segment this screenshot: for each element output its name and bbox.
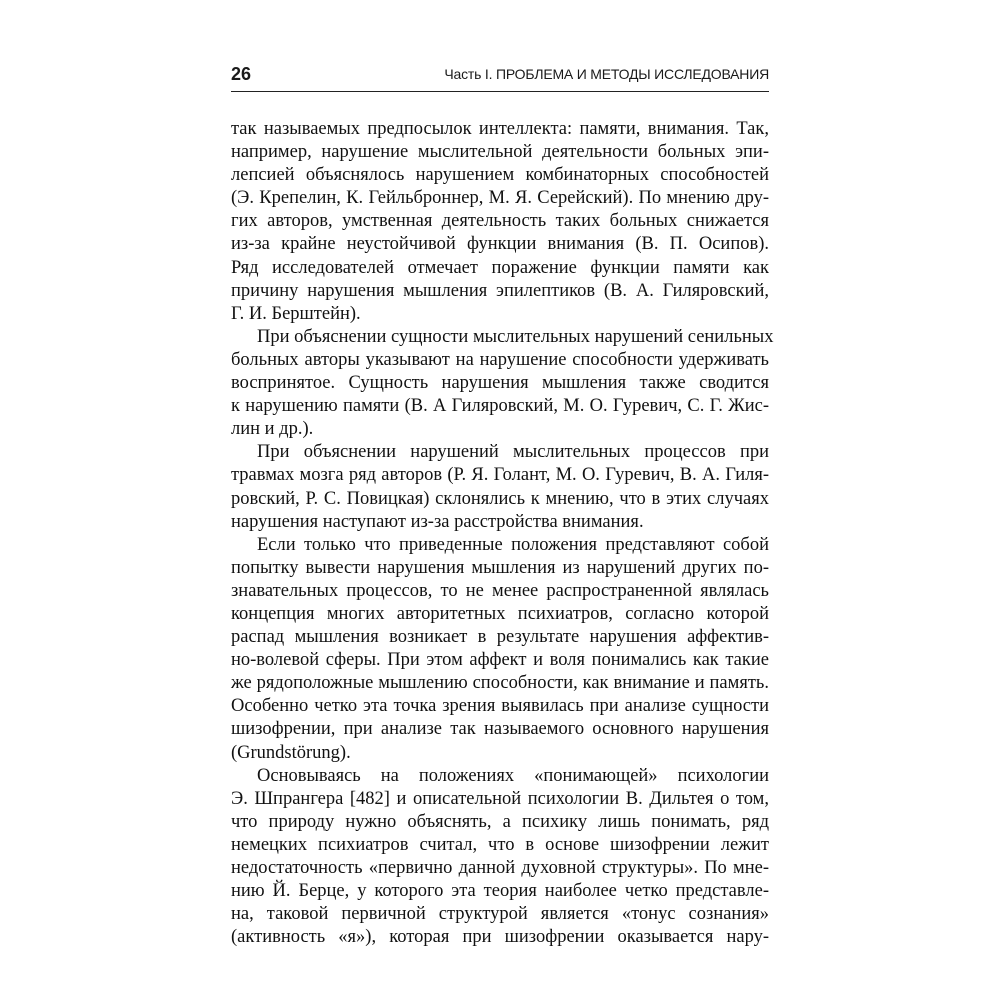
paragraph (231, 118, 769, 326)
text-line: так называемых предпосылок интеллекта: памяти, внимания. Так, (231, 119, 769, 139)
paragraph (231, 326, 774, 441)
text-line: При объяснении сущности мыслительных нарушений сенильных (257, 326, 774, 347)
text-line: Особенно четко эта точка зрения выявилась при анализе сущности (231, 696, 769, 717)
text-line: (Э. Крепелин, К. Гейльброннер, М. Я. Серейский). По мнению дру- (231, 188, 769, 209)
text-line: концепция многих авторитетных психиатров, согласно которой (231, 603, 769, 624)
text-line: Основываясь на положениях «понимающей» психологии (257, 765, 769, 786)
text-line: лепсией объяснялось нарушением комбинаторных способностей (231, 165, 769, 186)
text-line: Ряд исследователей отмечает поражение функции памяти как (231, 257, 769, 278)
text-line: распад мышления возникает в результате нарушения аффектив- (231, 627, 769, 648)
text-line: недостаточность «первично данной духовной структуры». По мне- (231, 858, 769, 878)
text-line: травмах мозга ряд авторов (Р. Я. Голант, М. О. Гуревич, В. А. Гиля- (231, 465, 769, 486)
text-line: При объяснении нарушений мыслительных процессов при (257, 442, 769, 463)
text-line: попытку вывести нарушения мышления из нарушений других по- (231, 557, 769, 578)
text-line: же рядоположные мышлению способности, как внимание и память. (231, 673, 769, 694)
text-line: причину нарушения мышления эпилептиков (В. А. Гиляровский, (231, 280, 769, 301)
text-line: например, нарушение мыслительной деятельности больных эпи- (231, 142, 769, 163)
text-line: гих авторов, умственная деятельность таких больных снижается (231, 211, 769, 232)
text-line: но-волевой сферы. При этом аффект и воля понимались как такие (231, 650, 769, 671)
text-line: Э. Шпрангера [482] и описательной психологии В. Дильтея о том, (231, 788, 769, 809)
text-line: лин и др.). (231, 419, 314, 440)
text-line: (Grundstörung). (231, 742, 351, 763)
text-line: из-за крайне неустойчивой функции внимания (В. П. Осипов). (231, 234, 769, 255)
text-line: нарушения наступают из-за расстройства внимания. (231, 511, 644, 532)
text-line: ровский, Р. С. Повицкая) склонялись к мнению, что в этих случаях (231, 488, 769, 509)
text-line: на, таковой первичной структурой является «тонус сознания» (231, 904, 769, 925)
text-line: воспринятое. Сущность нарушения мышления также сводится (231, 373, 769, 394)
body-text (231, 118, 774, 949)
text-line: к нарушению памяти (В. А Гиляровский, М. О. Гуревич, С. Г. Жис- (231, 396, 769, 417)
text-line: больных авторы указывают на нарушение способности удерживать (231, 349, 769, 370)
text-line: что природу нужно объяснять, а психику лишь понимать, ряд (231, 811, 769, 832)
text-line: нию Й. Берце, у которого эта теория наиболее четко представле- (231, 881, 769, 902)
paragraph (231, 441, 769, 533)
text-line: Если только что приведенные положения представляют собой (257, 534, 769, 555)
text-line: шизофрении, при анализе так называемого основного нарушения (231, 719, 769, 740)
paragraph (231, 765, 769, 950)
text-line: (активность «я»), которая при шизофрении оказывается нару- (231, 927, 769, 948)
section-title: Часть I. ПРОБЛЕМА И МЕТОДЫ ИССЛЕДОВАНИЯ (444, 66, 769, 82)
paragraph (231, 534, 769, 765)
text-line: немецких психиатров считал, что в основе шизофрении лежит (231, 834, 769, 855)
header-rule (231, 91, 769, 92)
running-head (231, 62, 769, 88)
text-line: Г. И. Берштейн). (231, 303, 361, 324)
text-line: знавательных процессов, то не менее распространенной являлась (231, 580, 769, 601)
page-number: 26 (231, 64, 252, 84)
